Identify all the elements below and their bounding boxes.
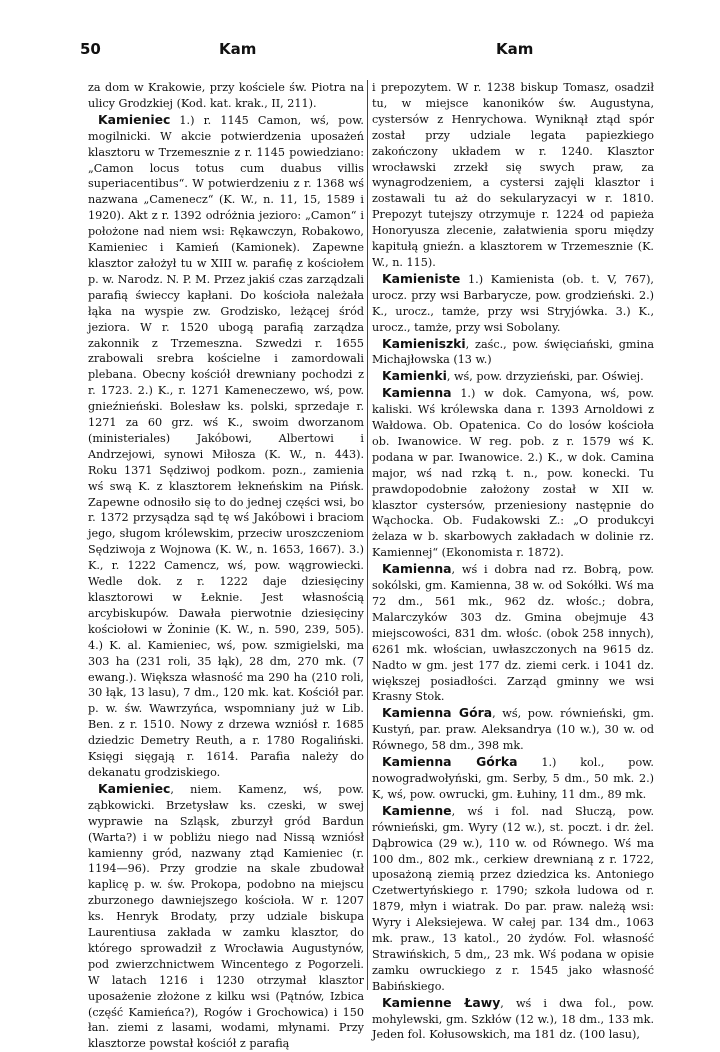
entry-headword: Kamienne [382, 802, 452, 818]
entry-text: , wś i dobra nad rz. Bobrą, pow. sokólski, gm. Kamienna, 38 w. od Sokółki. Wś ma 72 dm., 561 mk., 962 dz. włośc.; dobra, Malarczyków 303 dz. Gmina obejmuje 43 miejscowości, 831 dm. włośc. (obok 258 innych), 6261 mk. włościan, uwłaszczonych na 9615 dz. Nadto w gm. jest 177 dz. ziemi cerk. i 1041 dz. większej posiadłości. Zarząd gminny we wsi Krasny Stok. [372, 563, 654, 704]
entry-text: , wś i fol. nad Słuczą, pow. równieński, gm. Wyry (12 w.), st. poczt. i dr. żel. Dąbrowica (29 w.), 110 w. od Równego. Wś ma 100 dm., 802 mk., cerkiew drewnianą z r. 1722, uposażoną ziemią przez dziedzica ks. Antoniego Czetwertyńskiego r. 1790; szkoła ludowa od r. 1879, młyn i wiatrak. Do par. praw. należą wsi: Wyry i Aleksiejewa. W całej par. 134 dm., 1063 mk. praw., 13 katol., 20 żydów. Fol. własność Strawińskich, 5 dm,, 23 mk. Wś podana w opisie zamku owruckiego z r. 1545 jako własność Babińskiego. [372, 804, 654, 993]
entry-text: 1.) w dok. Camyona, wś, pow. kaliski. Wś królewska dana r. 1393 Arnoldowi z Wałdowa. Ob. Opatenica. Co do losów kościoła ob. Iwanowice. W reg. pob. z r. 1579 wś K. podana w par. Iwanowice. 2.) K., w dok. Camina major, wś nad rzką t. n., pow. konecki. Tu prawdopodobnie założony został w XII w. klasztor cystersów, przeniesiony następnie do Wąchocka. Ob. Fudakowski Z.: „O produkcyi żelaza w b. skarbowych zakładach w dolinie rz. Kamiennej“ (Ekonomista r. 1872). [372, 387, 654, 560]
dictionary-entry [372, 385, 654, 561]
entry-headword: Kamieniec [98, 111, 171, 127]
dictionary-entry [88, 80, 364, 112]
entry-headword: Kamienna Góra [382, 705, 493, 721]
page-number: 50 [80, 40, 101, 58]
right-running-headword: Kam [496, 40, 534, 58]
entry-headword: Kamienna [382, 561, 452, 577]
entry-headword: Kamienne Ławy [382, 994, 501, 1010]
entry-text: 1.) kol., pow. nowogradwołyński, gm. Serby, 5 dm., 50 mk. 2.) K, wś, pow. owrucki, gm. Łuhiny, 11 dm., 89 mk. [372, 756, 654, 801]
dictionary-entry [372, 803, 654, 995]
running-header [80, 40, 670, 64]
column-divider [367, 80, 368, 990]
dictionary-entry [372, 336, 654, 369]
entry-text: , niem. Kamenz, wś, pow. ząbkowicki. Brzetysław ks. czeski, w swej wyprawie na Szląsk, zburzył gród Bardun (Warta?) i w pobliżu niego nad Nissą wzniósł kamienny gród, nazwany ztąd Kamieniec (r. 1194—96). Przy grodzie na skale zbudował kaplicę p. w. św. Prokopa, podobno na miejscu zburzonego dawniejszego kościoła. W r. 1207 ks. Henryk Brodaty, przy udziale biskupa Laurentiusa zakłada w zamku klasztor, do którego sprowadził z Wrocławia Augustynów, pod zwierzchnictwem Wincentego z Pogorzeli. W latach 1216 i 1230 otrzymał klasztor uposażenie złożone z kilku wsi (Pątnów, Izbica (część Kamieńca?), Rogów i Grochowica) i 150 łan. ziemi z lasami, wodami, młynami. Przy klasztorze powstał kościół z parafią [88, 782, 364, 1051]
entry-text: i prepozytem. W r. 1238 biskup Tomasz, osadził tu, w miejsce kanoników św. Augustyna, cystersów z Henrychowa. Wyniknął ztąd spór został przy udziale legata papiezkiego zakończony układem w r. 1240. Klasztor wrocławski zrzekł się swych praw, za wynagrodzeniem, a cystersi zajęli klasztor i zostawali tu aż do sekularyzacyi w r. 1810. Prepozyt tutejszy otrzymuje r. 1224 od papieża Honoryusza zlecenie, załatwienia sporu między kapitułą gnieźn. a klasztorem w Trzemesznie (K. W., n. 115). [372, 81, 654, 269]
dictionary-entry [372, 754, 654, 803]
dictionary-entry [372, 705, 654, 754]
right-column [372, 80, 654, 1042]
dictionary-entry [372, 271, 654, 336]
entry-headword: Kamienna Górka [382, 754, 518, 770]
entry-text: , zaśc., pow. święciański, gmina Michajłowska (13 w.) [372, 337, 654, 367]
entry-text: 1.) Kamienista (ob. t. V, 767), urocz. przy wsi Barbarycze, pow. grodzieński. 2.) K., urocz., tamże, przy wsi Stryjówka. 3.) K., urocz., tamże, przy wsi Sobolany. [372, 272, 654, 334]
left-column [88, 80, 364, 1051]
entry-text: 1.) r. 1145 Camon, wś, pow. mogilnicki. W akcie potwierdzenia uposażeń klasztoru w Trzemesznie z r. 1145 powiedziano: „Camon locus totus cum duabus villis superiacentibus“. W potwierdzeniu z r. 1368 wś nazwana „Camenecz“ (K. W., n. 11, 15, 1589 i 1920). Akt z r. 1392 odróżnia jezioro: „Camon“ i położone nad niem wsi: Rękawczyn, Robakowo, Kamieniec i Kamień (Kamionek). Zapewne klasztor założył tu w XIII w. parafię z kościołem p. w. Narodz. N. P. M. Przez jakiś czas zarządzali parafią świeccy kapłani. Do kościoła należała łąka na wyspie zw. Grodzisko, leżącej śród jeziora. W r. 1520 ubogą parafią zarządza zakonnik z Trzemeszna. Szwedzi r. 1655 zrabowali srebra kościelne i zamordowali plebana. Obecny kościół drewniany pochodzi z r. 1723. 2.) K., r. 1271 Kameneczewo, wś, pow. gnieźnieński. Bolesław ks. polski, sprzedaje r. 1271 za 60 grz. wś K., swoim dworzanom (ministeriales) Jakóbowi, Albertowi i Andrzejowi, synowi Miłosza (K. W., n. 443). Roku 1371 Sędziwoj podkom. pozn., zamienia wś swą K. z klasztorem łekneńskim na Pińsk. Zapewne odnosiło się to do jednej części wsi, bo r. 1372 przysądza sąd tę wś Jakóbowi i braciom jego, sługom królewskim, przeciw uroszczeniom Sędziwoja z Wojnowa (K. W., n. 1653, 1667). 3.) K., r. 1222 Camencz, wś, pow. wągrowiecki. Wedle dok. z r. 1222 daje dziesięciny klasztorowi w Łeknie. Jest własnością arcybiskupów. Dawała pierwotnie dziesięciny kościołowi w Żoninie (K. W., n. 590, 239, 505). 4.) K. al. Kamieniec, wś, pow. szmigielski, ma 303 ha (231 roli, 35 łąk), 28 dm, 270 mk. (7 ewang.). Większa własność ma 290 ha (210 roli, 30 łąk, 13 lasu), 7 dm., 120 mk. kat. Kościół par. p. w. św. Wawrzyńca, wspomniany już w Lib. Ben. z r. 1510. Nowy z drzewa wzniósł r. 1685 dziedzic Demetry Reuth, a r. 1780 Rogaliński. Księgi sięgają r. 1614. Parafia należy do dekanatu grodziskiego. [88, 113, 364, 779]
entry-headword: Kamieniszki [382, 335, 466, 351]
dictionary-entry [88, 781, 364, 1052]
dictionary-entry [372, 995, 654, 1044]
entry-headword: Kamieniste [382, 270, 461, 286]
dictionary-entry [372, 80, 654, 271]
entry-text: za dom w Krakowie, przy kościele św. Piotra na ulicy Grodzkiej (Kod. kat. krak., II, 211). [88, 81, 364, 110]
dictionary-entry [372, 561, 654, 705]
entry-text: , wś, pow. równieński, gm. Kustyń, par. praw. Aleksandrya (10 w.), 30 w. od Równego, 58 dm., 398 mk. [372, 707, 654, 753]
dictionary-entry [372, 368, 654, 385]
entry-text: , wś i dwa fol., pow. mohylewski, gm. Szkłów (12 w.), 18 dm., 133 mk. Jeden fol. Kołusowskich, ma 181 dz. (100 lasu), [372, 996, 654, 1042]
left-running-headword: Kam [219, 40, 257, 58]
entry-headword: Kamieniec [98, 780, 171, 796]
dictionary-entry [88, 112, 364, 781]
entry-headword: Kamienki [382, 368, 447, 384]
entry-headword: Kamienna [382, 385, 452, 401]
entry-text: , wś, pow. drzyzieński, par. Oświej. [446, 370, 644, 384]
